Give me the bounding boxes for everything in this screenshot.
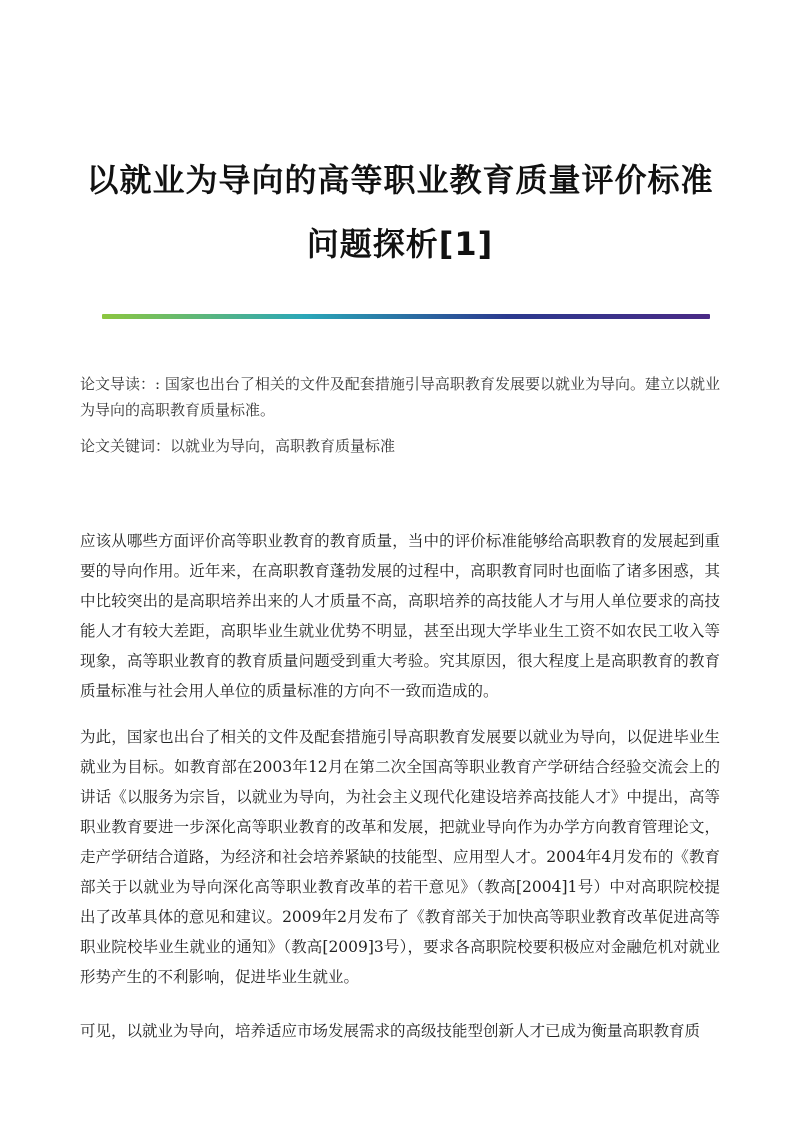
document-title-line-2: 问题探析[1] <box>306 225 494 263</box>
document-title-line-1: 以就业为导向的高等职业教育质量评价标准 <box>86 161 714 199</box>
abstract-text: 论文导读：: 国家也出台了相关的文件及配套措施引导高职教育发展要以就业为导向。建立以就业为导向的高职教育质量标准。 <box>80 375 720 419</box>
body-paragraph-2: 为此，国家也出台了相关的文件及配套措施引导高职教育发展要以就业为导向，以促进毕业生就业为目标。如教育部在2003年12月在第二次全国高等职业教育产学研结合经验交流会上的讲话《以服务为宗旨，以就业为导向，为社会主义现代化建设培养高技能人才》中提出，高等职业教育要进一步深化高等职业教育的改革和发展，把就业导向作为办学方向教育管理论文，走产学研结合道路，为经济和社会培养紧缺的技能型、应用型人才。2004年4月发布的《教育部关于以就业为导向深化高等职业教育改革的若干意见》（教高[2004]1号）中对高职院校提出了改革具体的意见和建议。2009年2月发布了《教育部关于加快高等职业教育改革促进高等职业院校毕业生就业的通知》（教高[2009]3号），要求各高职院校要积极应对金融危机对就业形势产生的不利影响，促进毕业生就业。 <box>80 728 720 986</box>
body-paragraph-3: 可见，以就业为导向，培养适应市场发展需求的高级技能型创新人才已成为衡量高职教育质 <box>80 1022 701 1040</box>
keywords-text: 论文关键词：以就业为导向，高职教育质量标准 <box>80 437 396 455</box>
body-paragraph-1: 应该从哪些方面评价高等职业教育的教育质量，当中的评价标准能够给高职教育的发展起到重要的导向作用。近年来，在高职教育蓬勃发展的过程中，高职教育同时也面临了诸多困惑，其中比较突出的是高职培养出来的人才质量不高，高职培养的高技能人才与用人单位要求的高技能人才有较大差距，高职毕业生就业优势不明显，甚至出现大学毕业生工资不如农民工收入等现象，高等职业教育的教育质量问题受到重大考验。究其原因，很大程度上是高职教育的教育质量标准与社会用人单位的质量标准的方向不一致而造成的。 <box>80 532 720 700</box>
title-gradient-divider <box>102 314 710 319</box>
